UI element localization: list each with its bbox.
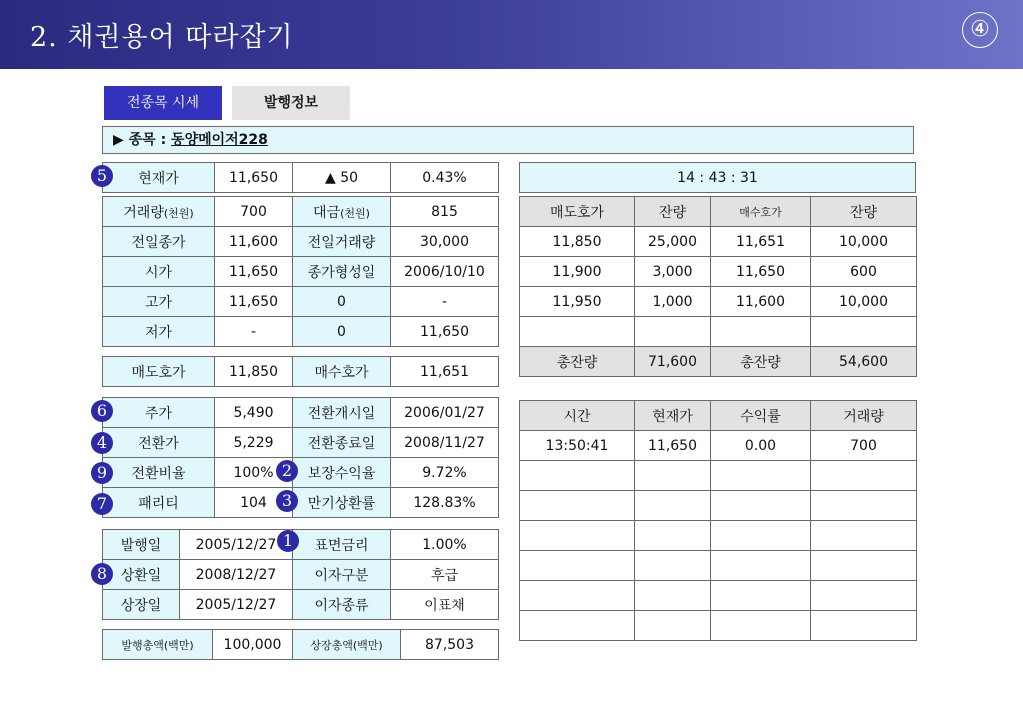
total-bid-value: 54,600 [811, 347, 917, 377]
table-cell: 만기상환률 [293, 488, 391, 518]
ask-bid-table [102, 356, 499, 387]
annotation-badge-5: 5 [91, 165, 113, 187]
tab-all-stocks[interactable]: 전종목 시세 [104, 86, 222, 120]
annotation-badge-7: 7 [91, 493, 113, 515]
table-cell: 시가 [103, 257, 215, 287]
table-cell: 전환종료일 [293, 428, 391, 458]
table-cell [811, 491, 917, 521]
table-cell: 2005/12/27 [180, 530, 293, 560]
table-cell [635, 461, 711, 491]
table-cell: 9.72% [391, 458, 499, 488]
table-cell: 1.00% [391, 530, 499, 560]
table-cell [811, 521, 917, 551]
table-row [103, 590, 499, 620]
table-cell [635, 521, 711, 551]
price-change-rate: 0.43% [391, 163, 499, 193]
table-cell: 104 [215, 488, 293, 518]
table-cell [711, 521, 811, 551]
table-cell: 11,650 [215, 287, 293, 317]
table-row [520, 431, 917, 461]
amount-table [102, 629, 499, 660]
table-row [103, 560, 499, 590]
annotation-badge-1: 1 [277, 530, 299, 552]
table-row [103, 458, 499, 488]
table-cell: 이자구분 [293, 560, 391, 590]
table-cell: 패리티 [103, 488, 215, 518]
table-cell [520, 461, 635, 491]
ask-label: 매도호가 [103, 357, 215, 387]
table-row [520, 227, 917, 257]
current-price-label: 현재가 [103, 163, 215, 193]
table-cell: 전환비율 [103, 458, 215, 488]
column-header: 시간 [520, 401, 635, 431]
table-cell: 1,000 [635, 287, 711, 317]
column-header: 매도호가 [520, 197, 635, 227]
table-row [103, 287, 499, 317]
table-cell: 이자종류 [293, 590, 391, 620]
table-cell: 상장일 [103, 590, 180, 620]
table-cell [811, 317, 917, 347]
table-cell [711, 581, 811, 611]
column-header: 매수호가 [711, 197, 811, 227]
table-cell: 11,600 [215, 227, 293, 257]
total-row [520, 347, 917, 377]
table-cell: 600 [811, 257, 917, 287]
clock-display: 14 : 43 : 31 [520, 163, 916, 193]
page-number-badge: ④ [962, 12, 998, 48]
table-cell [520, 521, 635, 551]
table-cell [520, 317, 635, 347]
table-cell [635, 491, 711, 521]
issue-table [102, 529, 499, 620]
table-cell [520, 581, 635, 611]
table-cell: 5,229 [215, 428, 293, 458]
table-row [103, 163, 499, 193]
table-cell [520, 491, 635, 521]
table-cell: 100% [215, 458, 293, 488]
listed-amount-value: 87,503 [401, 630, 499, 660]
table-cell: 2005/12/27 [180, 590, 293, 620]
table-row [103, 398, 499, 428]
table-cell: 11,650 [635, 431, 711, 461]
table-row [103, 357, 499, 387]
table-row [520, 257, 917, 287]
amount-label: 대금(천원) [293, 197, 391, 227]
table-cell: 700 [811, 431, 917, 461]
column-header: 거래량 [811, 401, 917, 431]
table-cell: 2006/01/27 [391, 398, 499, 428]
annotation-badge-6: 6 [91, 400, 113, 422]
current-price-value: 11,650 [215, 163, 293, 193]
table-cell [520, 611, 635, 641]
stock-label: ▶ 종목 : [113, 132, 172, 148]
table-cell: 25,000 [635, 227, 711, 257]
annotation-badge-3: 3 [276, 490, 298, 512]
table-cell: 전환가 [103, 428, 215, 458]
table-cell: 30,000 [391, 227, 499, 257]
table-cell: 11,651 [711, 227, 811, 257]
price-change: ▲ 50 [293, 163, 391, 193]
table-cell [711, 461, 811, 491]
annotation-badge-9: 9 [91, 462, 113, 484]
table-cell: 2008/11/27 [391, 428, 499, 458]
table-cell: 11,650 [711, 257, 811, 287]
table-cell: 2006/10/10 [391, 257, 499, 287]
table-cell: 후급 [391, 560, 499, 590]
table-header-row [520, 197, 917, 227]
table-cell [635, 611, 711, 641]
table-row [520, 287, 917, 317]
bid-value: 11,651 [391, 357, 499, 387]
table-cell: 0 [293, 287, 391, 317]
market-table [102, 196, 499, 347]
table-cell: - [215, 317, 293, 347]
table-cell: 13:50:41 [520, 431, 635, 461]
table-row [520, 461, 917, 491]
table-cell [635, 581, 711, 611]
total-ask-label: 총잔량 [520, 347, 635, 377]
tab-issue-info[interactable]: 발행정보 [232, 86, 350, 120]
table-cell: 표면금리 [293, 530, 391, 560]
table-cell: 2008/12/27 [180, 560, 293, 590]
stock-name-bar [102, 126, 914, 154]
table-cell [811, 461, 917, 491]
table-cell [520, 551, 635, 581]
table-cell: 11,900 [520, 257, 635, 287]
table-cell [635, 317, 711, 347]
table-row [103, 530, 499, 560]
issue-amount-value: 100,000 [213, 630, 293, 660]
table-row [520, 491, 917, 521]
volume-value: 700 [215, 197, 293, 227]
title-bar [0, 0, 1023, 69]
table-row [103, 630, 499, 660]
total-bid-label: 총잔량 [711, 347, 811, 377]
table-cell: 고가 [103, 287, 215, 317]
table-cell: 상환일 [103, 560, 180, 590]
total-ask-value: 71,600 [635, 347, 711, 377]
table-cell [711, 491, 811, 521]
table-cell: 0 [293, 317, 391, 347]
table-header-row [520, 401, 917, 431]
annotation-badge-8: 8 [91, 563, 113, 585]
column-header: 잔량 [635, 197, 711, 227]
table-row [520, 611, 917, 641]
table-row [103, 257, 499, 287]
issue-amount-label: 발행총액(백만) [103, 630, 213, 660]
table-cell: 발행일 [103, 530, 180, 560]
table-cell: 저가 [103, 317, 215, 347]
annotation-badge-2: 2 [276, 460, 298, 482]
page-title: 2. 채권용어 따라잡기 [30, 22, 294, 53]
stock-name-link[interactable]: 동양메이저228 [171, 132, 268, 148]
table-row [520, 581, 917, 611]
table-cell [811, 611, 917, 641]
table-cell: 10,000 [811, 227, 917, 257]
table-cell: 보장수익율 [293, 458, 391, 488]
column-header: 잔량 [811, 197, 917, 227]
price-table [102, 162, 499, 193]
table-cell: 11,600 [711, 287, 811, 317]
volume-label: 거래량(천원) [103, 197, 215, 227]
bid-label: 매수호가 [293, 357, 391, 387]
table-row [520, 163, 916, 193]
table-cell [711, 317, 811, 347]
table-cell: 전일종가 [103, 227, 215, 257]
table-row [520, 551, 917, 581]
table-cell: 128.83% [391, 488, 499, 518]
table-row [103, 197, 499, 227]
column-header: 수익률 [711, 401, 811, 431]
table-cell: 3,000 [635, 257, 711, 287]
table-cell: 10,000 [811, 287, 917, 317]
table-cell: 11,650 [215, 257, 293, 287]
table-row [520, 317, 917, 347]
table-cell [811, 581, 917, 611]
table-cell: 11,950 [520, 287, 635, 317]
table-cell: 11,850 [520, 227, 635, 257]
ask-value: 11,850 [215, 357, 293, 387]
table-cell [635, 551, 711, 581]
table-row [103, 428, 499, 458]
table-row [103, 488, 499, 518]
table-row [103, 227, 499, 257]
table-cell: 5,490 [215, 398, 293, 428]
annotation-badge-4: 4 [91, 432, 113, 454]
table-row [520, 521, 917, 551]
trades-table [519, 400, 917, 641]
order-book-table [519, 196, 917, 377]
column-header: 현재가 [635, 401, 711, 431]
conversion-table [102, 397, 499, 518]
table-cell: 0.00 [711, 431, 811, 461]
clock-table [519, 162, 916, 193]
table-cell: 전환개시일 [293, 398, 391, 428]
table-cell [711, 611, 811, 641]
table-cell [811, 551, 917, 581]
table-cell: 종가형성일 [293, 257, 391, 287]
table-row [103, 317, 499, 347]
table-cell: 11,650 [391, 317, 499, 347]
table-cell [711, 551, 811, 581]
table-cell: 이표채 [391, 590, 499, 620]
table-cell: 주가 [103, 398, 215, 428]
amount-value: 815 [391, 197, 499, 227]
listed-amount-label: 상장총액(백만) [293, 630, 401, 660]
table-cell: 전일거래량 [293, 227, 391, 257]
table-cell: - [391, 287, 499, 317]
